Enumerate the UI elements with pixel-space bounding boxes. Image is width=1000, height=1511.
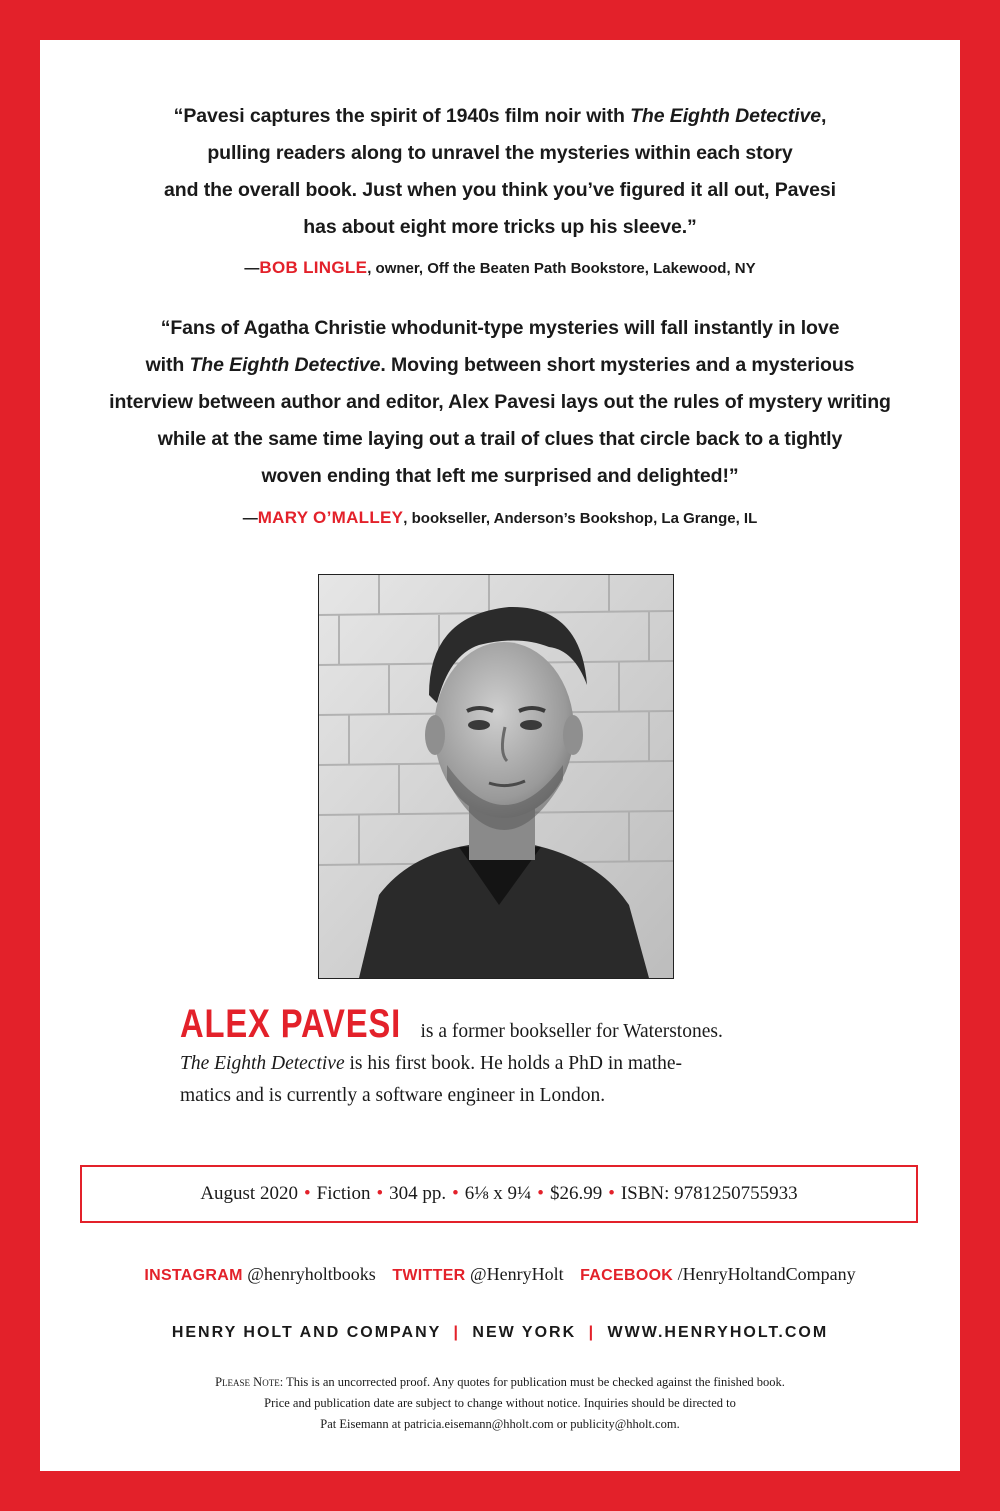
quote-line	[40, 347, 960, 384]
social-instagram[interactable]	[144, 1264, 375, 1284]
twitter-handle: @HenryHolt	[470, 1264, 564, 1284]
book-title: The Eighth Detective	[180, 1053, 345, 1074]
proof-note	[40, 1372, 960, 1435]
bullet: •	[452, 1183, 459, 1204]
social-links	[40, 1264, 960, 1285]
note-line-3: Pat Eisemann at patricia.eisemann@hholt.com or publicity@hholt.com.	[320, 1417, 680, 1431]
bio-text: is a former bookseller for Waterstones.	[415, 1021, 723, 1042]
reviewer-affiliation: , owner, Off the Beaten Path Bookstore, Lakewood, NY	[367, 260, 756, 277]
facebook-handle: /HenryHoltandCompany	[677, 1264, 856, 1284]
page	[40, 40, 960, 1471]
bio-line-2	[180, 1048, 900, 1080]
author-bio	[180, 1004, 900, 1112]
book-title: The Eighth Detective	[630, 105, 821, 127]
pub-date: August 2020	[200, 1183, 298, 1204]
reviewer-affiliation: , bookseller, Anderson’s Bookshop, La Grange, IL	[403, 510, 758, 527]
bio-text: is his first book. He holds a PhD in mathe-	[344, 1053, 683, 1074]
quote-2	[40, 310, 960, 495]
publisher-url[interactable]: WWW.HENRYHOLT.COM	[607, 1324, 829, 1341]
social-facebook[interactable]	[580, 1264, 856, 1284]
quote-text: “Pavesi captures the spirit of 1940s film noir with	[173, 105, 631, 127]
bullet: •	[376, 1183, 384, 1204]
price: $26.99	[549, 1183, 603, 1204]
facebook-label: FACEBOOK	[580, 1267, 674, 1284]
genre: Fiction	[316, 1183, 371, 1204]
quote-line: “Fans of Agatha Christie whodunit-type mysteries will fall instantly in love	[160, 317, 840, 339]
quote-text: with	[145, 354, 190, 376]
publisher-line	[40, 1324, 960, 1342]
dash: —	[242, 510, 258, 527]
bullet: •	[537, 1183, 544, 1204]
note-line-1	[40, 1372, 960, 1393]
quote-line: has about eight more tricks up his sleeve.”	[303, 216, 697, 238]
note-label: Please Note:	[215, 1375, 284, 1389]
book-title: The Eighth Detective	[189, 354, 381, 376]
trim-size: 6⅛ x 9¼	[464, 1183, 532, 1204]
dash: —	[244, 260, 260, 277]
reviewer-name: MARY O’MALLEY	[257, 508, 404, 527]
quote-line: pulling readers along to unravel the mysteries within each story	[207, 142, 793, 164]
bio-line-1	[180, 1004, 900, 1048]
instagram-handle: @henryholtbooks	[247, 1264, 376, 1284]
quote-2-attribution	[40, 508, 960, 528]
page-count: 304 pp.	[389, 1183, 447, 1204]
quote-line: and the overall book. Just when you think you’ve figured it all out, Pavesi	[164, 179, 836, 201]
quote-line	[40, 98, 960, 135]
author-name: ALEX PAVESI	[180, 1002, 402, 1046]
quote-line: interview between author and editor, Alex Pavesi lays out the rules of mystery writing	[109, 391, 891, 413]
author-portrait-image	[319, 575, 673, 978]
quote-line: while at the same time laying out a trail of clues that circle back to a tightly	[157, 428, 843, 450]
quote-line: woven ending that left me surprised and delighted!”	[261, 465, 739, 487]
quote-text: ,	[821, 105, 827, 127]
separator: |	[588, 1324, 596, 1341]
quote-1-attribution	[40, 258, 960, 278]
publisher-city: NEW YORK	[472, 1324, 577, 1341]
quote-1	[40, 98, 960, 246]
reviewer-name: BOB LINGLE	[259, 258, 368, 277]
author-photo	[318, 574, 674, 979]
isbn: ISBN: 9781250755933	[620, 1183, 798, 1204]
social-twitter[interactable]	[392, 1264, 563, 1284]
note-text: This is an uncorrected proof. Any quotes for publication must be checked against the finished book.	[283, 1375, 785, 1389]
bullet: •	[608, 1183, 615, 1204]
note-line-2: Price and publication date are subject to change without notice. Inquiries should be directed to	[264, 1396, 736, 1410]
bullet: •	[303, 1183, 311, 1204]
instagram-label: INSTAGRAM	[144, 1267, 243, 1284]
quote-text: . Moving between short mysteries and a mysterious	[380, 354, 855, 376]
publisher-name: HENRY HOLT AND COMPANY	[171, 1324, 442, 1341]
bio-line-3: matics and is currently a software engineer in London.	[180, 1085, 606, 1106]
separator: |	[453, 1324, 460, 1341]
twitter-label: TWITTER	[392, 1267, 466, 1284]
book-details-box	[80, 1165, 918, 1223]
